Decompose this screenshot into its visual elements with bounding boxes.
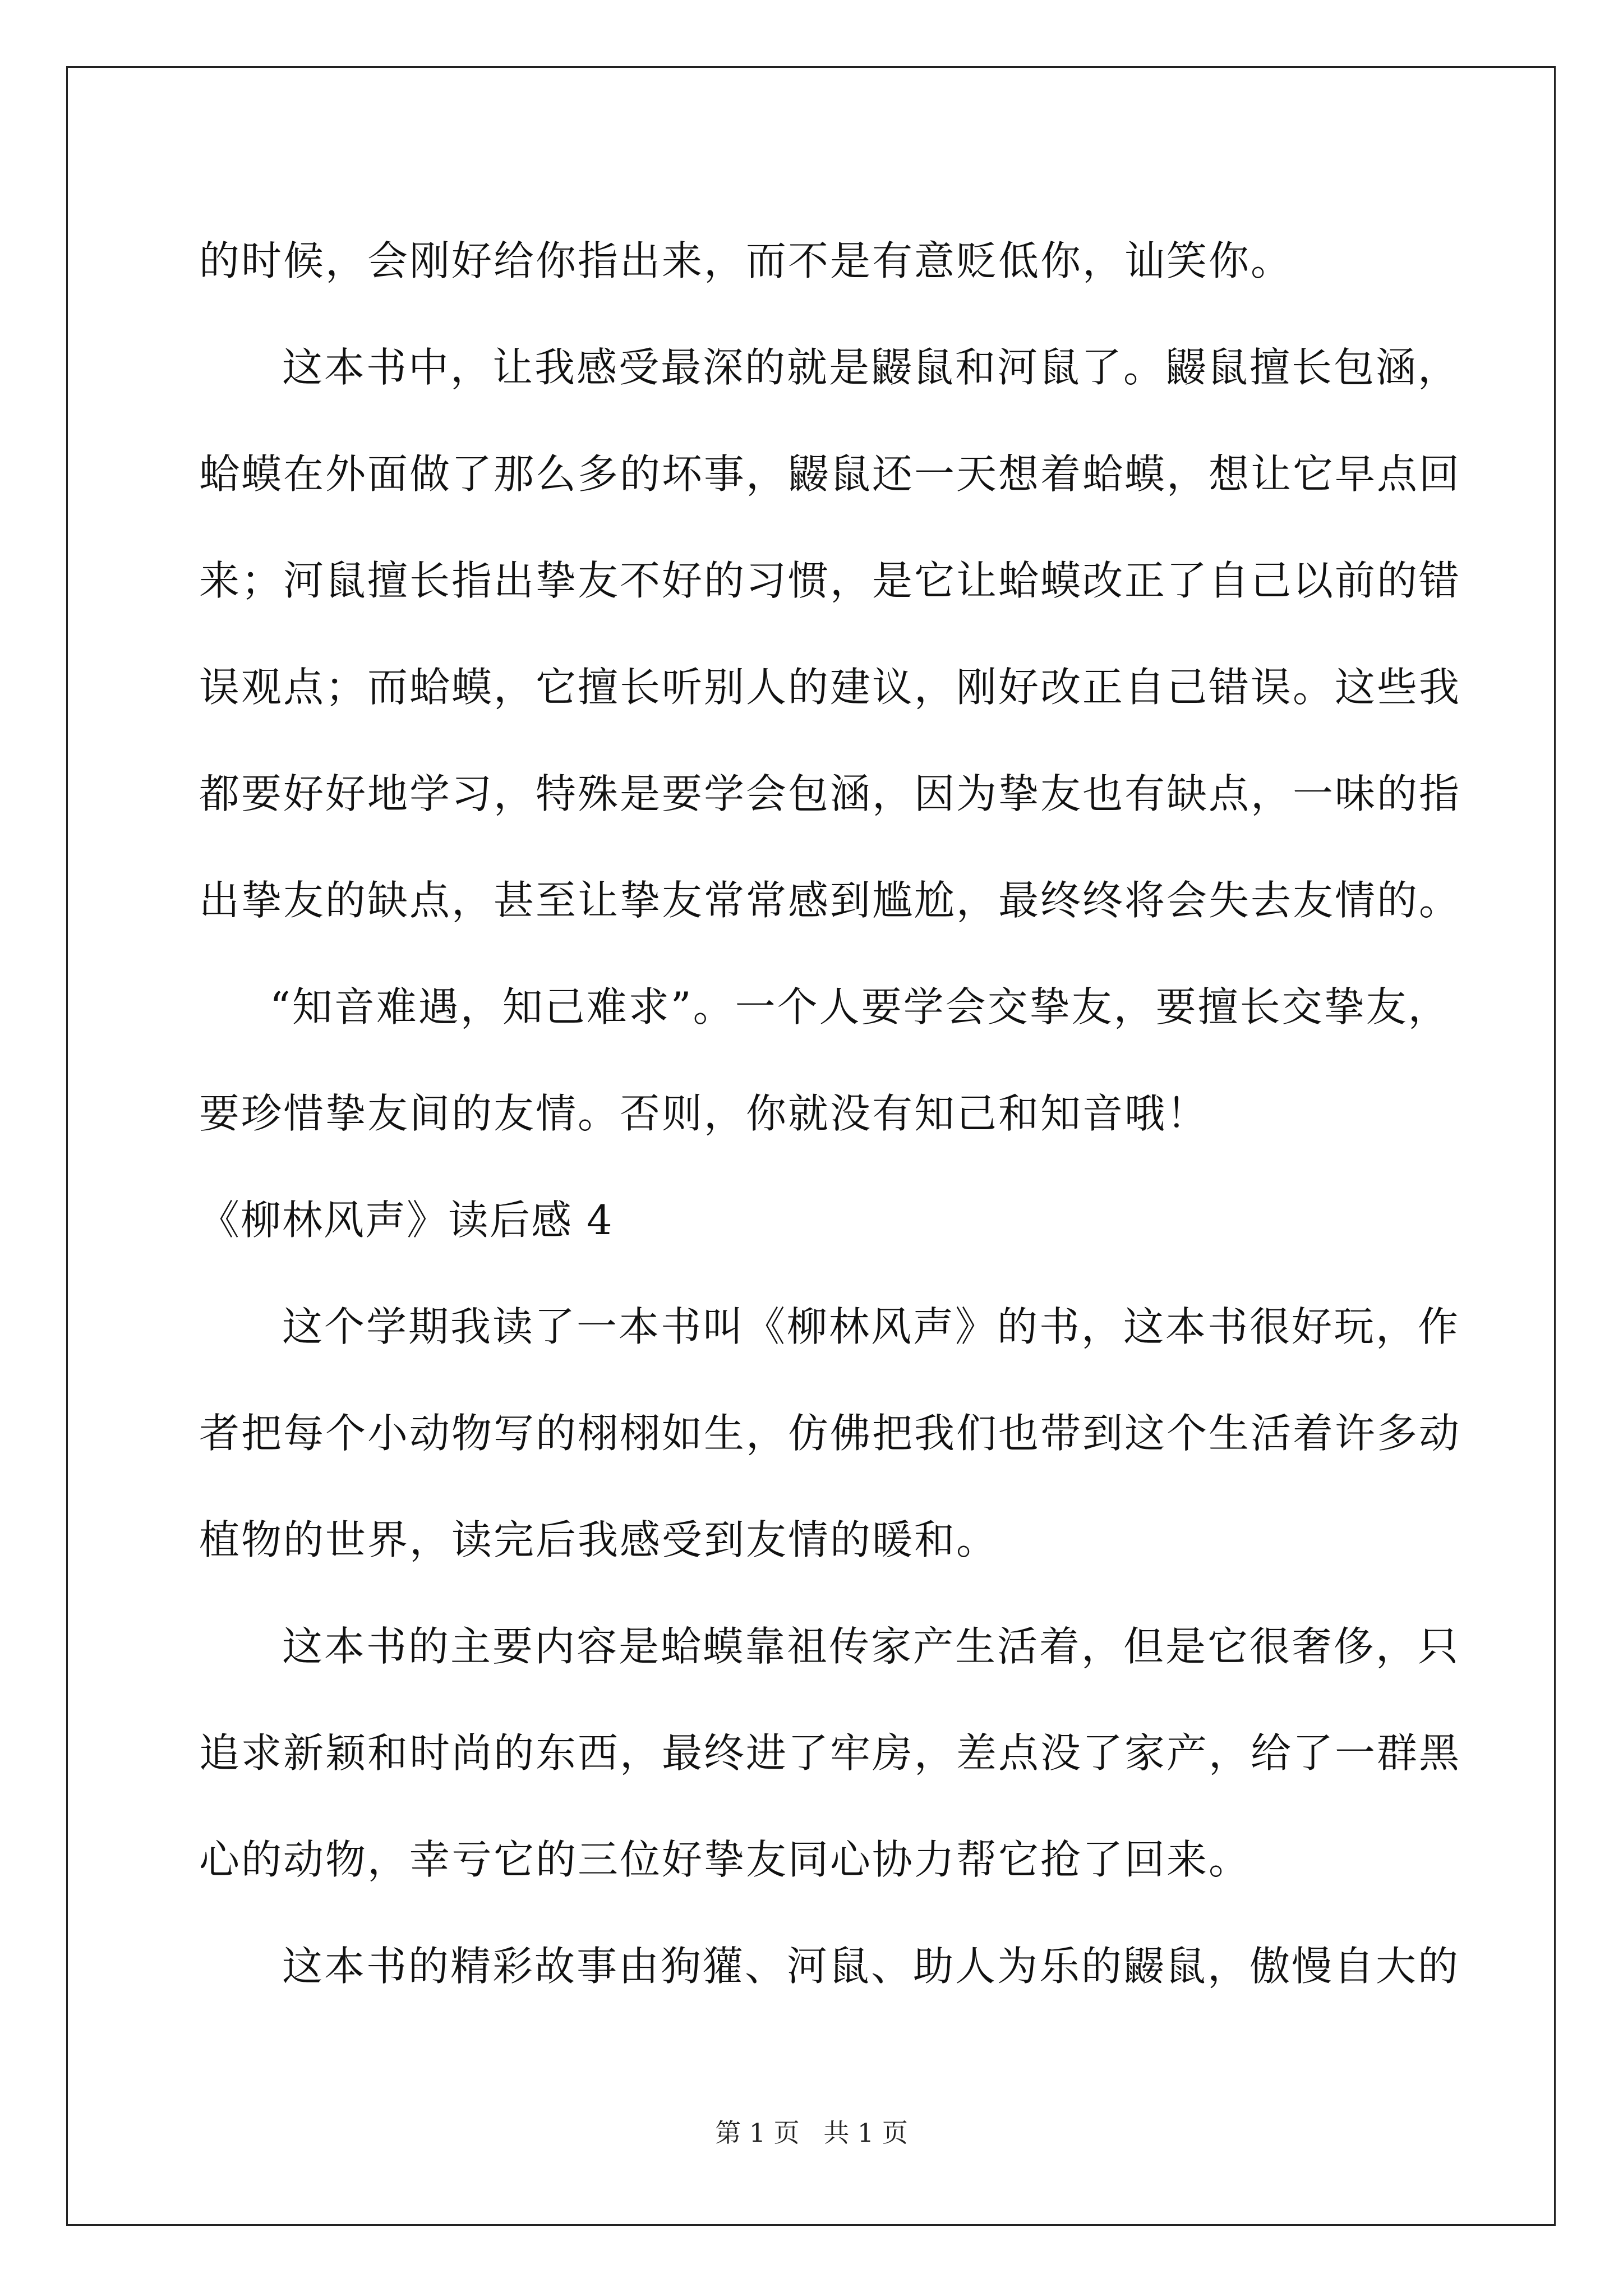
paragraph-start: “知音难遇，知己难求”。一个人要学会交挚友，要擅长交挚友， [270,983,1450,1030]
page-total: 共 1 页 [823,2118,908,2148]
text-line: 误观点；而蛤蟆，它擅长听别人的建议，刚好改正自己错误。这些我 [199,664,1461,711]
page-number: 第 1 页 [715,2118,800,2148]
section-heading: 《柳林风声》读后感 4 [199,1197,614,1244]
text-line: 追求新颖和时尚的东西，最终进了牢房，差点没了家产，给了一群黑 [199,1729,1461,1777]
text-line: 心的动物，幸亏它的三位好挚友同心协力帮它抢了回来。 [199,1836,1251,1883]
text-line: 来；河鼠擅长指出挚友不好的习惯，是它让蛤蟆改正了自己以前的错 [199,557,1461,604]
text-line: 植物的世界，读完后我感受到友情的暖和。 [199,1516,999,1563]
text-line: 者把每个小动物写的栩栩如生，仿佛把我们也带到这个生活着许多动 [199,1410,1461,1457]
text-line: 要珍惜挚友间的友情。否则，你就没有知己和知音哦！ [199,1090,1209,1137]
text-line: 出挚友的缺点，甚至让挚友常常感到尴尬，最终终将会失去友情的。 [199,877,1461,924]
text-line: 蛤蟆在外面做了那么多的坏事，鼹鼠还一天想着蛤蟆，想让它早点回 [199,450,1461,498]
text-line: 都要好好地学习，特殊是要学会包涵，因为挚友也有缺点，一味的指 [199,770,1461,817]
document-body [199,208,1461,2019]
page-footer [0,2116,1623,2150]
paragraph-start: 这本书的精彩故事由狗獾、河鼠、助人为乐的鼹鼠，傲慢自大的 [282,1943,1460,1990]
text-line: 的时候，会刚好给你指出来，而不是有意贬低你，讪笑你。 [199,237,1293,284]
paragraph-start: 这本书的主要内容是蛤蟆靠祖传家产生活着，但是它很奢侈，只 [282,1623,1460,1670]
paragraph-start: 这个学期我读了一本书叫《柳林风声》的书，这本书很好玩，作 [282,1303,1460,1350]
paragraph-start: 这本书中，让我感受最深的就是鼹鼠和河鼠了。鼹鼠擅长包涵， [282,344,1460,391]
